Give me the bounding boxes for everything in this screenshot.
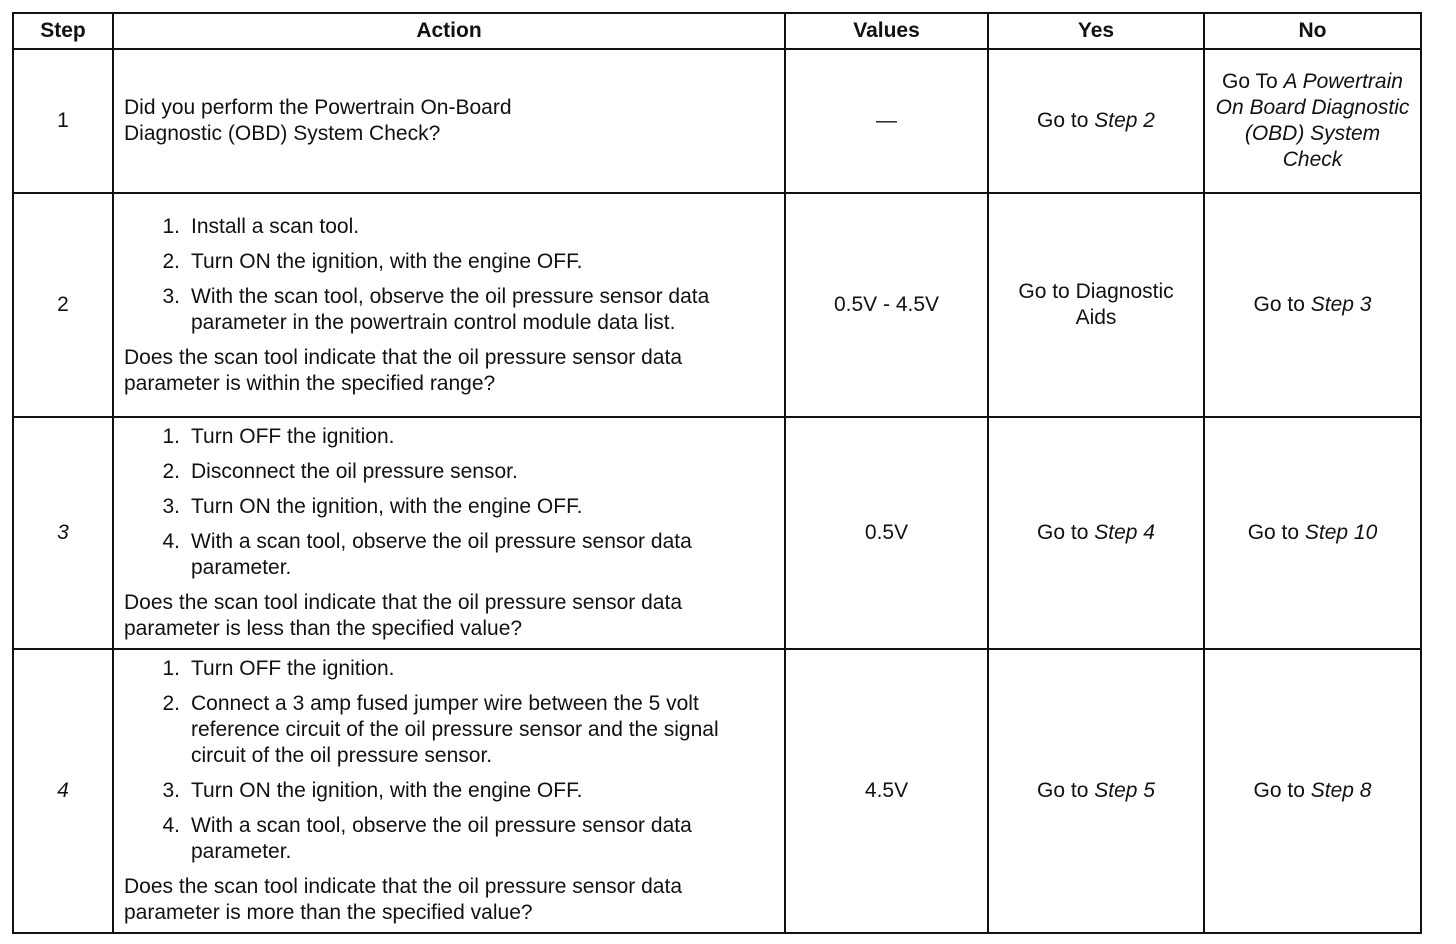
list-item — [124, 778, 774, 804]
header-row — [13, 13, 1421, 49]
item-number: 2. — [162, 249, 180, 273]
value-cell: 0.5V — [785, 417, 988, 649]
step-number: 3 — [13, 417, 113, 649]
table-row-step-2 — [13, 193, 1421, 417]
no-cell — [1204, 417, 1421, 649]
header-action: Action — [113, 13, 785, 49]
action-cell — [113, 193, 785, 417]
no-prefix: Go to — [1247, 521, 1305, 544]
step-number: 2 — [13, 193, 113, 417]
item-text: Disconnect the oil pressure sensor. — [191, 460, 518, 483]
item-text: Turn ON the ignition, with the engine OFF. — [191, 249, 583, 273]
yes-prefix: Go to — [1037, 779, 1095, 802]
header-no: No — [1204, 13, 1421, 49]
list-item — [124, 691, 774, 769]
item-number: 3. — [162, 779, 180, 802]
yes-link[interactable]: Go to Diagnostic Aids — [1018, 280, 1174, 329]
list-item — [124, 813, 774, 865]
item-text: Connect a 3 amp fused jumper wire between the 5 volt reference circuit of the oil pressure sensor and the signal circuit of the oil pressure sensor. — [191, 692, 719, 767]
action-question: Did you perform the Powertrain On-Board Diagnostic (OBD) System Check? — [124, 96, 512, 145]
step-number: 4 — [13, 649, 113, 933]
yes-cell — [988, 417, 1204, 649]
table-row-step-1 — [13, 49, 1421, 193]
diagnostic-table-sheet — [12, 12, 1420, 934]
list-item — [124, 459, 774, 485]
diagnostic-table — [12, 12, 1422, 934]
yes-step-link[interactable]: Step 5 — [1094, 779, 1155, 802]
list-item — [124, 424, 774, 450]
list-item — [124, 494, 774, 520]
item-text: Turn OFF the ignition. — [191, 657, 395, 680]
table-row-step-3 — [13, 417, 1421, 649]
item-number: 3. — [162, 495, 180, 518]
no-prefix: Go to — [1253, 293, 1311, 316]
value-cell: 0.5V - 4.5V — [785, 193, 988, 417]
action-question: Does the scan tool indicate that the oil pressure sensor data parameter is less than the specified value? — [124, 591, 682, 640]
list-item — [124, 284, 774, 336]
no-cell — [1204, 193, 1421, 417]
item-text: With a scan tool, observe the oil pressure sensor data parameter. — [191, 814, 692, 863]
item-text: Turn ON the ignition, with the engine OFF. — [191, 779, 583, 802]
action-question: Does the scan tool indicate that the oil pressure sensor data parameter is more than the specified value? — [124, 875, 682, 924]
procedure-list — [124, 214, 774, 336]
item-text: Turn OFF the ignition. — [191, 425, 395, 448]
action-question: Does the scan tool indicate that the oil pressure sensor data parameter is within the specified range? — [124, 345, 682, 395]
yes-prefix: Go to — [1037, 521, 1095, 544]
item-number: 2. — [162, 692, 180, 715]
item-text: Turn ON the ignition, with the engine OFF. — [191, 495, 583, 518]
list-item — [124, 656, 774, 682]
yes-cell — [988, 649, 1204, 933]
yes-cell — [988, 49, 1204, 193]
item-text: With a scan tool, observe the oil pressure sensor data parameter. — [191, 530, 692, 579]
no-step-link[interactable]: Step 3 — [1310, 293, 1372, 316]
list-item — [124, 249, 774, 275]
no-cell — [1204, 49, 1421, 193]
header-values: Values — [785, 13, 988, 49]
item-number: 3. — [162, 284, 180, 308]
table-row-step-4 — [13, 649, 1421, 933]
no-prefix: Go to — [1253, 779, 1311, 802]
no-step-link[interactable]: A Powertrain On Board Diagnostic (OBD) System Check — [1215, 70, 1410, 171]
no-step-link[interactable]: Step 8 — [1310, 779, 1372, 802]
yes-step-link[interactable]: Step 4 — [1094, 521, 1155, 544]
no-step-link[interactable]: Step 10 — [1304, 521, 1378, 544]
yes-step-link[interactable]: Step 2 — [1094, 109, 1155, 132]
item-number: 1. — [162, 214, 180, 238]
action-cell — [113, 649, 785, 933]
yes-cell — [988, 193, 1204, 417]
value-cell: 4.5V — [785, 649, 988, 933]
yes-prefix: Go to — [1037, 109, 1095, 132]
list-item — [124, 529, 774, 581]
item-number: 1. — [162, 425, 180, 448]
action-cell — [113, 49, 785, 193]
item-number: 2. — [162, 460, 180, 483]
item-text: Install a scan tool. — [191, 214, 360, 238]
item-text: With the scan tool, observe the oil pressure sensor data parameter in the powertrain control module data list. — [191, 284, 710, 334]
no-cell — [1204, 649, 1421, 933]
item-number: 1. — [162, 657, 180, 680]
item-number: 4. — [162, 814, 180, 837]
procedure-list — [124, 424, 774, 581]
item-number: 4. — [162, 530, 180, 553]
list-item — [124, 214, 774, 240]
header-yes: Yes — [988, 13, 1204, 49]
action-cell — [113, 417, 785, 649]
value-cell: — — [785, 49, 988, 193]
procedure-list — [124, 656, 774, 865]
step-number: 1 — [13, 49, 113, 193]
header-step: Step — [13, 13, 113, 49]
no-prefix: Go To — [1222, 70, 1284, 93]
